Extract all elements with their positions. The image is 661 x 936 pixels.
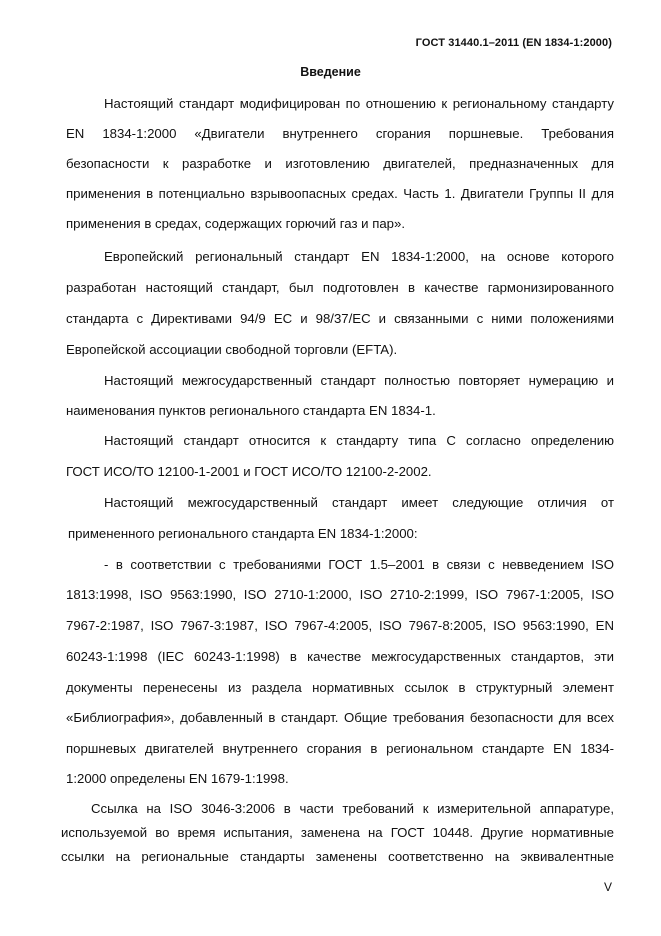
text-line: стандарта с Директивами 94/9 ЕС и 98/37/ЕС и связанными с ними положениями [66, 311, 614, 326]
text-line: - в соответствии с требованиями ГОСТ 1.5–2001 в связи с невведением ISO [104, 557, 614, 572]
text-line: наименования пунктов регионального стандарта EN 1834-1. [66, 403, 436, 418]
text-line: документы перенесены из раздела нормативных ссылок в структурный элемент [66, 680, 614, 695]
text-line: ГОСТ ИСО/ТО 12100-1-2001 и ГОСТ ИСО/ТО 12100-2-2002. [66, 464, 432, 479]
text-line: примененного регионального стандарта EN 1834-1:2000: [68, 526, 418, 541]
text-line: EN 1834-1:2000 «Двигатели внутреннего сгорания поршневые. Требования [66, 126, 614, 141]
text-line: разработан настоящий стандарт, был подготовлен в качестве гармонизированного [66, 280, 614, 295]
standard-code-header: ГОСТ 31440.1–2011 (EN 1834-1:2000) [415, 37, 612, 49]
text-line: Европейской ассоциации свободной торговли (EFTA). [66, 342, 398, 357]
text-line: Ссылка на ISO 3046-3:2006 в части требований к измерительной аппаратуре, [91, 801, 614, 816]
page-number: V [604, 880, 613, 894]
section-title: Введение [300, 65, 361, 79]
text-line: ссылки на региональные стандарты заменены соответственно на эквивалентные [61, 849, 614, 864]
text-line: безопасности к разработке и изготовлению двигателей, предназначенных для [66, 156, 614, 171]
text-line: 7967-2:1987, ISO 7967-3:1987, ISO 7967-4:2005, ISO 7967-8:2005, ISO 9563:1990, EN [66, 618, 614, 633]
text-line: Настоящий стандарт модифицирован по отношению к региональному стандарту [104, 96, 614, 111]
text-line: Настоящий стандарт относится к стандарту типа С согласно определению [104, 433, 614, 448]
text-line: применения в потенциально взрывоопасных средах. Часть 1. Двигатели Группы II для [66, 186, 614, 201]
text-line: Настоящий межгосударственный стандарт имеет следующие отличия от [104, 495, 614, 510]
text-line: 1813:1998, ISO 9563:1990, ISO 2710-1:2000, ISO 2710-2:1999, ISO 7967-1:2005, ISO [66, 587, 614, 602]
text-line: 60243-1:1998 (IEC 60243-1:1998) в качестве межгосударственных стандартов, эти [66, 649, 614, 664]
text-line: 1:2000 определены EN 1679-1:1998. [66, 771, 289, 786]
text-line: Европейский региональный стандарт EN 1834-1:2000, на основе которого [104, 249, 614, 264]
text-line: Настоящий межгосударственный стандарт полностью повторяет нумерацию и [104, 373, 614, 388]
text-line: используемой во время испытания, заменена на ГОСТ 10448. Другие нормативные [61, 825, 614, 840]
text-line: «Библиография», добавленный в стандарт. Общие требования безопасности для всех [66, 710, 614, 725]
text-line: поршневых двигателей внутреннего сгорания в региональном стандарте EN 1834- [66, 741, 614, 756]
text-line: применения в средах, содержащих горючий газ и пар». [66, 216, 405, 231]
